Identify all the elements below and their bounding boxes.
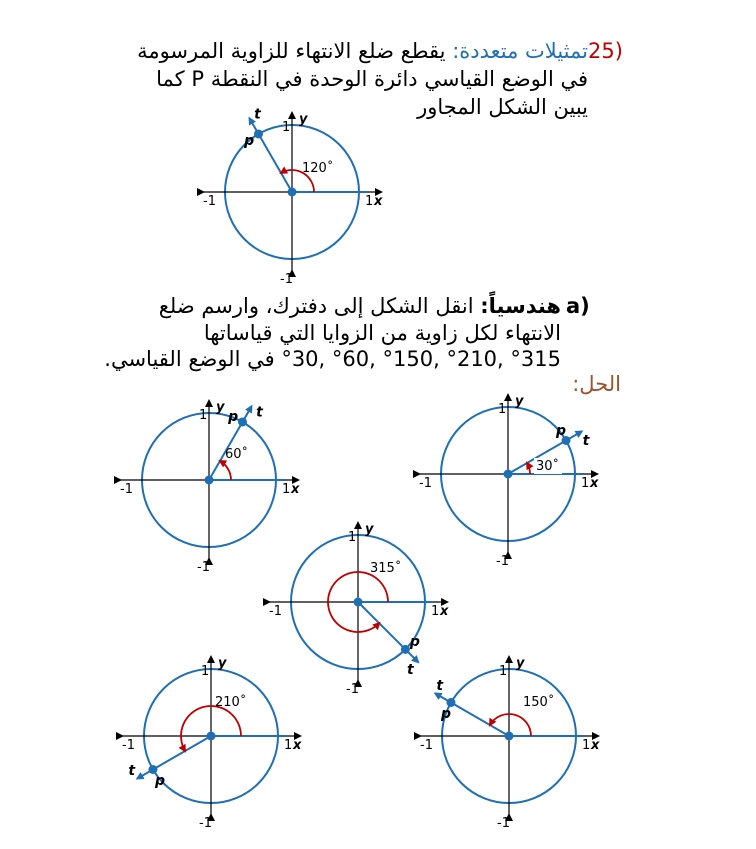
point-p xyxy=(401,645,410,654)
y-one-label: 1 xyxy=(498,402,507,417)
origin-point xyxy=(354,598,363,607)
x-neg-one-label: -1 xyxy=(419,476,432,491)
ray-t-label: t xyxy=(407,662,414,679)
problem-number-text: 25) xyxy=(588,39,623,63)
part-a-line-3: °315 ,°210 ,°150 ,°60 ,°30 في الوضع القياسي. xyxy=(104,347,561,371)
x-one-label: 1 xyxy=(581,476,590,491)
x-axis-label: x xyxy=(291,482,300,497)
y-axis-label: y xyxy=(299,112,308,127)
x-neg-one-label: -1 xyxy=(122,738,135,753)
problem-line-3: يبين الشكل المجاور xyxy=(417,95,588,119)
angle-label: 30˚ xyxy=(536,459,560,474)
origin-point xyxy=(205,476,214,485)
y-neg-one-label: -1 xyxy=(496,554,509,569)
angle-arc xyxy=(220,461,231,480)
ray-t-label: t xyxy=(128,762,136,779)
terminal-side-ray xyxy=(358,602,418,662)
x-neg-one-label: -1 xyxy=(420,738,433,753)
angle-label: 150˚ xyxy=(523,695,555,710)
part-a-line-1: هندسياً: انقل الشكل إلى دفترك، وارسم ضلع xyxy=(158,294,561,318)
unit-circle-diagram-6 xyxy=(414,641,604,831)
problem-line-2: في الوضع القياسي دائرة الوحدة في النقطة P كما xyxy=(156,67,588,91)
problem-line-1-text: يقطع ضلع الانتهاء للزاوية المرسومة xyxy=(137,39,446,63)
solution-label: الحل: xyxy=(572,372,621,396)
y-axis-label: y xyxy=(515,394,524,409)
y-one-label: 1 xyxy=(199,408,208,423)
y-axis-label: y xyxy=(365,522,374,537)
x-one-label: 1 xyxy=(282,482,291,497)
x-neg-one-label: -1 xyxy=(269,604,282,619)
origin-point xyxy=(288,188,297,197)
ray-t-label: t xyxy=(582,433,590,450)
ray-t-label: t xyxy=(254,106,261,123)
y-one-label: 1 xyxy=(282,120,291,135)
problem-label: تمثيلات متعددة: xyxy=(452,39,588,63)
unit-circle-diagram-5 xyxy=(116,641,306,831)
angle-label: 120˚ xyxy=(302,161,334,176)
angle-label: 60˚ xyxy=(225,447,249,462)
y-neg-one-label: -1 xyxy=(346,682,359,697)
angle-label: 315˚ xyxy=(370,561,402,576)
part-a-letter: a) xyxy=(566,294,590,318)
y-axis-label: y xyxy=(218,656,227,671)
angle-label: 210˚ xyxy=(215,695,247,710)
angle-arc xyxy=(527,463,530,474)
x-neg-one-label: -1 xyxy=(120,482,133,497)
point-p-label: p xyxy=(228,408,239,425)
point-p-label: p xyxy=(440,705,452,722)
point-p-label: p xyxy=(409,633,420,650)
x-neg-one-label: -1 xyxy=(203,194,216,209)
x-axis-label: x xyxy=(374,194,383,209)
y-neg-one-label: -1 xyxy=(280,272,293,287)
ray-t-label: t xyxy=(256,404,263,421)
y-one-label: 1 xyxy=(201,664,210,679)
x-one-label: 1 xyxy=(365,194,374,209)
origin-point xyxy=(207,732,216,741)
y-neg-one-label: -1 xyxy=(197,560,210,575)
origin-point xyxy=(504,470,513,479)
x-one-label: 1 xyxy=(431,604,440,619)
x-one-label: 1 xyxy=(284,738,293,753)
unit-circle-diagram-1 xyxy=(197,97,387,287)
x-one-label: 1 xyxy=(582,738,591,753)
x-axis-label: x xyxy=(440,604,449,619)
x-axis-label: x xyxy=(591,738,600,753)
y-one-label: 1 xyxy=(499,664,508,679)
y-neg-one-label: -1 xyxy=(497,816,510,831)
point-p-label: p xyxy=(556,423,567,440)
part-a-line-2: الانتهاء لكل زاوية من الزوايا التي قياساتها xyxy=(203,321,561,345)
y-axis-label: y xyxy=(516,656,525,671)
point-p xyxy=(254,129,263,138)
x-axis-label: x xyxy=(590,476,599,491)
point-p-label: p xyxy=(154,772,166,789)
y-one-label: 1 xyxy=(348,530,357,545)
point-p xyxy=(238,417,247,426)
origin-point xyxy=(505,732,514,741)
problem-number xyxy=(588,38,623,64)
y-axis-label: y xyxy=(216,400,225,415)
part-a-label: هندسياً: xyxy=(480,294,561,318)
point-p-label: p xyxy=(244,132,255,149)
problem-line-1 xyxy=(137,38,588,64)
x-axis-label: x xyxy=(293,738,302,753)
y-neg-one-label: -1 xyxy=(199,816,212,831)
ray-t-label: t xyxy=(436,677,444,694)
